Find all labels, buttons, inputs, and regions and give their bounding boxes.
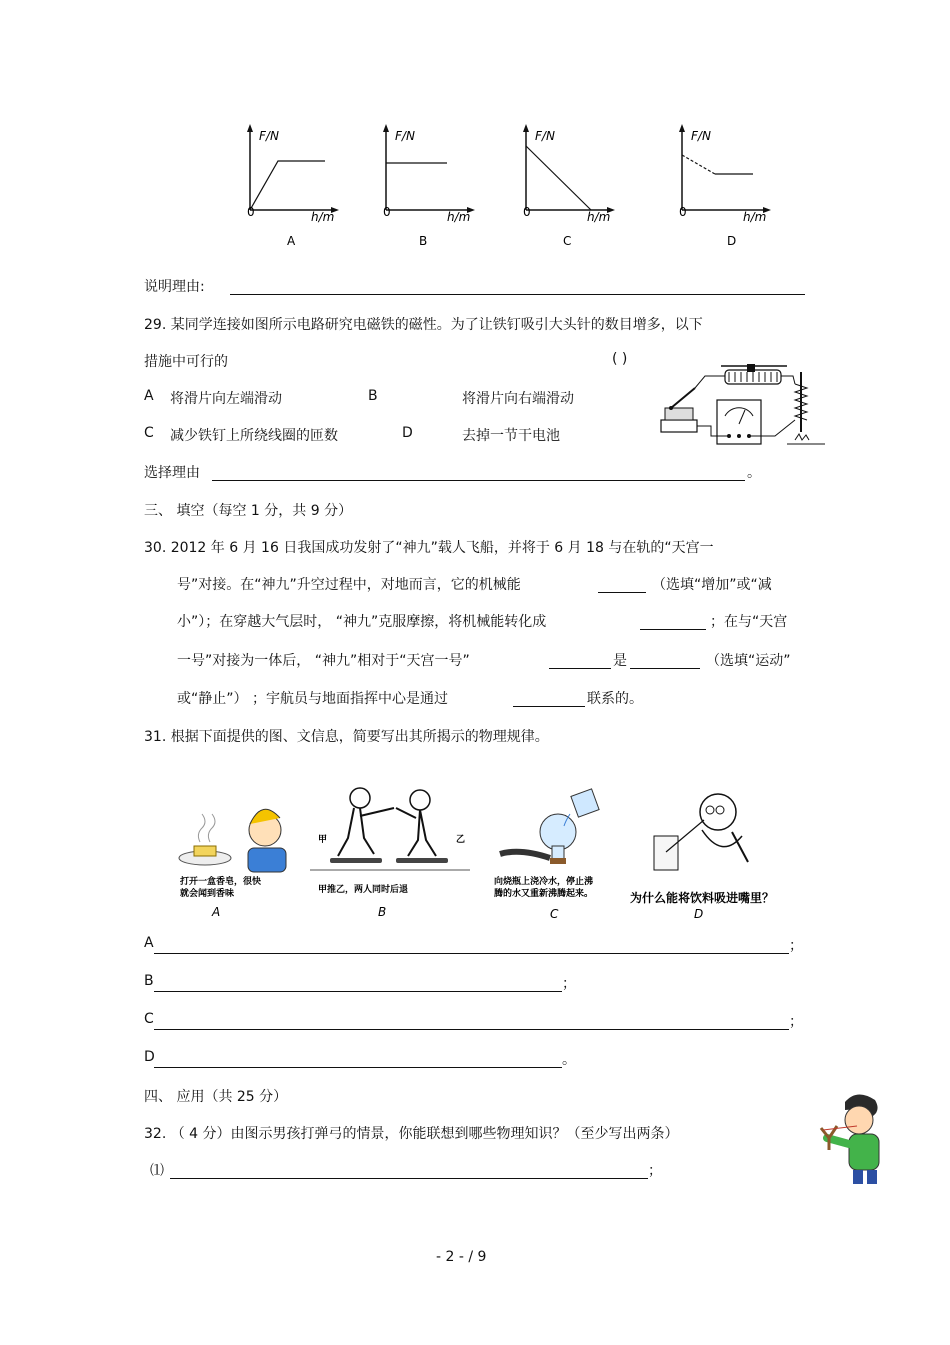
q29-option-a[interactable]	[144, 388, 154, 404]
q32-item1-label: ⑴	[150, 1163, 164, 1179]
q30-line2a: 号”对接。在“神九”升空过程中，对地而言，它的机械能	[177, 577, 521, 593]
q31-figure-d	[630, 794, 774, 921]
graph-d-xlabel: h/m	[743, 210, 767, 224]
q31-caption-a: 打开一盒香皂，很快	[180, 877, 262, 887]
q29-option-c-text: 减少铁钉上所绕线圈的匝数	[170, 428, 338, 444]
q31-letter-b: B	[378, 905, 387, 919]
q31-answer-b-end: ；	[562, 976, 576, 992]
q32-stem: 32. （ 4 分）由图示男孩打弹弓的情景，你能联想到哪些物理知识？（至少写出两条）	[144, 1126, 679, 1142]
graph-b-ylabel: F/N	[395, 129, 415, 143]
graph-a	[247, 124, 339, 248]
q31-caption-a2: 就会闻到香味	[180, 889, 235, 899]
graph-c	[523, 124, 615, 248]
q31-answer-a-blank[interactable]	[154, 939, 789, 954]
graph-b	[383, 124, 475, 248]
q30-blank-4[interactable]	[630, 654, 700, 669]
q31-figure-b	[310, 788, 470, 919]
q31-caption-b: 甲推乙，两人同时后退	[318, 885, 409, 895]
q29-option-d-text: 去掉一节干电池	[462, 428, 560, 444]
q31-answer-a-end: ；	[789, 938, 803, 954]
q31-caption-c: 向烧瓶上浇冷水，停止沸	[494, 877, 594, 887]
graph-c-ylabel: F/N	[535, 129, 555, 143]
q29-stem-line2: 措施中可行的	[144, 354, 228, 370]
q31-letter-c: C	[550, 907, 559, 921]
q29-option-a-text: 将滑片向左端滑动	[170, 391, 282, 407]
q29-reason-label: 选择理由	[144, 465, 200, 481]
section3-title: 三、 填空（每空 1 分，共 9 分）	[144, 503, 353, 519]
q31-answer-a-letter: A	[144, 935, 154, 951]
q31-answer-b-letter: B	[144, 973, 154, 989]
graph-a-letter: A	[287, 234, 296, 248]
q30-line4b: 是	[613, 653, 627, 669]
q32-item1-blank[interactable]	[170, 1164, 648, 1179]
q30-line3b: ；在与“天宫	[710, 614, 788, 630]
q31-answer-b-blank[interactable]	[154, 977, 562, 992]
q28-reason-label: 说明理由:	[144, 279, 205, 295]
q31-answer-c-letter: C	[144, 1011, 154, 1027]
q29-reason-end: 。	[747, 465, 761, 481]
graph-d-origin: 0	[679, 205, 687, 219]
graph-c-letter: C	[563, 234, 572, 248]
q30-line2b: （选填“增加”或“减	[652, 577, 772, 593]
graph-b-letter: B	[419, 234, 428, 248]
electromagnet-circuit-illustration	[655, 360, 837, 455]
q31-answer-d-blank[interactable]	[154, 1053, 562, 1068]
graph-a-ylabel: F/N	[259, 129, 279, 143]
page-number: - 2 - / 9	[436, 1249, 487, 1265]
q31-letter-d: D	[694, 907, 704, 921]
q32-item1-end: ；	[648, 1163, 662, 1179]
q31-illustrations	[170, 762, 810, 922]
graph-c-origin: 0	[523, 205, 531, 219]
q30-line4a: 一号”对接为一体后， “神九”相对于“天宫一号”	[177, 653, 470, 669]
q31-figure-c	[494, 789, 599, 921]
q29-option-a-letter: A	[144, 388, 154, 404]
q31-letter-a: A	[212, 905, 221, 919]
q31-figure-a	[179, 809, 286, 919]
q31-answer-d-letter: D	[144, 1049, 155, 1065]
q30-blank-3[interactable]	[549, 654, 611, 669]
q29-option-b-text: 将滑片向右端滑动	[462, 391, 574, 407]
q30-blank-1[interactable]	[598, 578, 646, 593]
q29-option-b[interactable]: B	[368, 388, 378, 404]
graph-b-origin: 0	[383, 205, 391, 219]
q31-answer-c-blank[interactable]	[154, 1015, 789, 1030]
q29-option-c[interactable]: C	[144, 425, 154, 441]
q31-caption-c2: 腾的水又重新沸腾起来。	[494, 889, 594, 899]
q31-answer-d-end: 。	[562, 1052, 576, 1068]
force-depth-graphs	[235, 118, 775, 258]
q31-stem: 31. 根据下面提供的图、文信息，简要写出其所揭示的物理规律。	[144, 729, 549, 745]
graph-c-xlabel: h/m	[587, 210, 611, 224]
q28-reason-blank[interactable]	[230, 280, 805, 295]
q30-line5b: 联系的。	[587, 691, 643, 707]
q30-blank-5[interactable]	[513, 692, 585, 707]
graph-d-ylabel: F/N	[691, 129, 711, 143]
section4-title: 四、 应用（共 25 分）	[144, 1089, 288, 1105]
q30-line3a: 小”）；在穿越大气层时， “神九”克服摩擦，将机械能转化成	[177, 614, 547, 630]
q29-option-d[interactable]: D	[402, 425, 413, 441]
boy-slingshot-illustration	[815, 1090, 895, 1186]
q29-reason-blank[interactable]	[212, 466, 745, 481]
q30-line1: 30. 2012 年 6 月 16 日我国成功发射了“神九”载人飞船，并将于 6 月 18 与在轨的“天宫一	[144, 540, 714, 556]
q31-label-yi: 乙	[456, 835, 466, 845]
q29-stem-line1: 29. 某同学连接如图所示电路研究电磁铁的磁性。为了让铁钉吸引大头针的数目增多，以下	[144, 317, 703, 333]
graph-a-xlabel: h/m	[311, 210, 335, 224]
q30-line5a: 或“静止”） ；宇航员与地面指挥中心是通过	[177, 691, 448, 707]
graph-b-xlabel: h/m	[447, 210, 471, 224]
q28-reason-line	[144, 276, 205, 296]
q29-answer-paren[interactable]: ( )	[612, 351, 628, 367]
q31-caption-d: 为什么能将饮料吸进嘴里？	[630, 891, 775, 905]
q31-label-jia: 甲	[318, 835, 328, 845]
graph-d	[679, 124, 771, 248]
graph-d-letter: D	[727, 234, 737, 248]
q30-line4c: （选填“运动”	[706, 653, 791, 669]
q31-answer-c-end: ；	[789, 1014, 803, 1030]
q30-blank-2[interactable]	[640, 615, 706, 630]
graph-a-origin: 0	[247, 205, 255, 219]
